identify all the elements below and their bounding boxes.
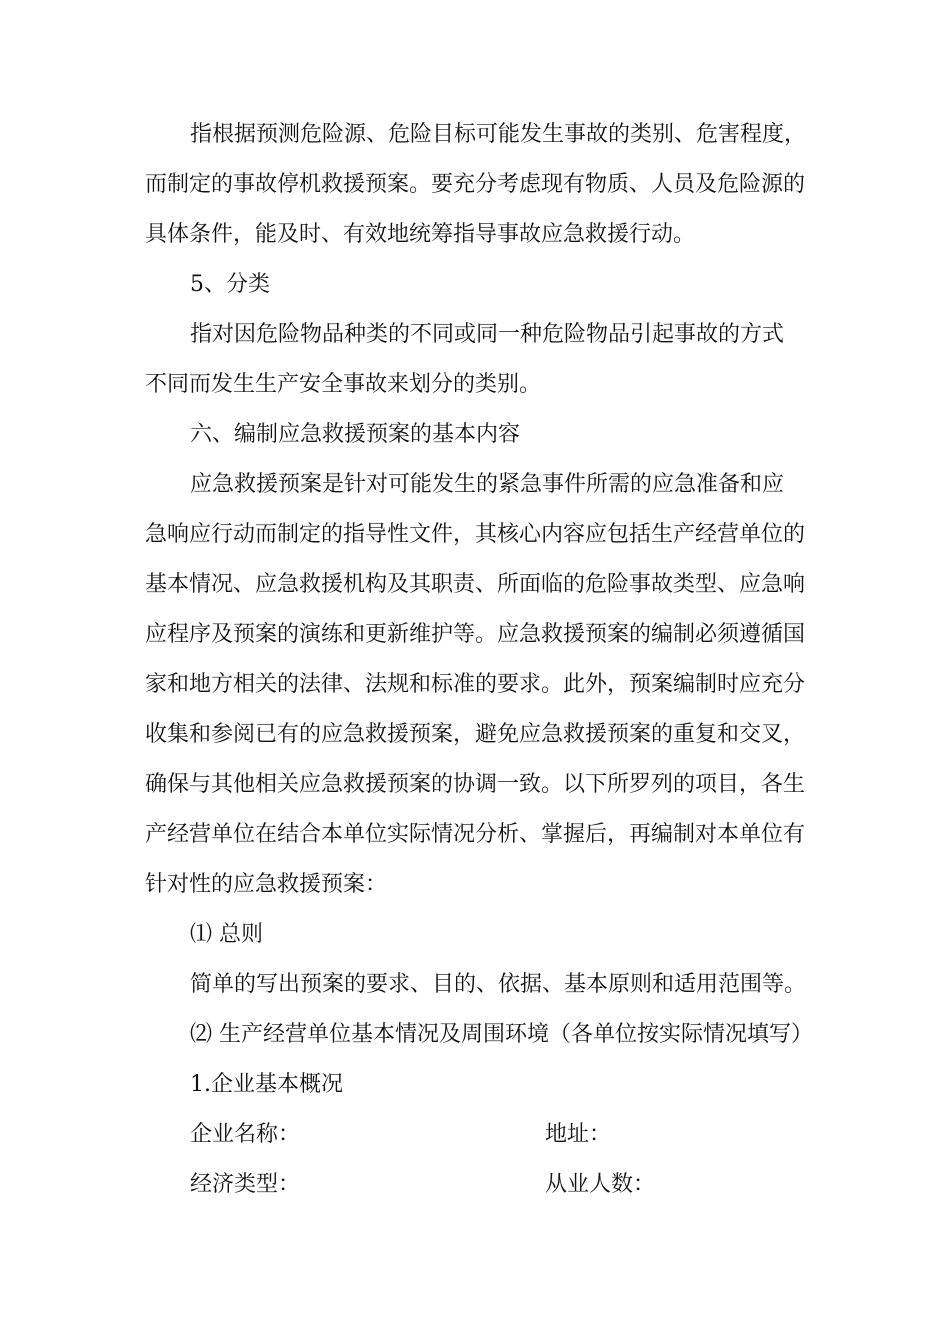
subsection-heading: 1.企业基本概况 xyxy=(190,1072,343,1097)
economic-type-label: 经济类型： xyxy=(190,1172,301,1197)
paragraph-line: 简单的写出预案的要求、目的、依据、基本原则和适用范围等。 xyxy=(190,972,807,997)
paragraph-line: 应程序及预案的演练和更新维护等。应急救援预案的编制必须遵循国 xyxy=(145,622,806,647)
paragraph-line: 具体条件，能及时、有效地统筹指导事故应急救援行动。 xyxy=(145,222,696,247)
section-heading: 5、分类 xyxy=(190,272,270,297)
paragraph-line: 针对性的应急救援预案： xyxy=(145,872,388,897)
address-label: 地址： xyxy=(545,1122,612,1147)
paragraph-line: 不同而发生生产安全事故来划分的类别。 xyxy=(145,372,542,397)
paragraph-line: 确保与其他相关应急救援预案的协调一致。以下所罗列的项目，各生 xyxy=(145,772,806,797)
subsection-heading: ⑴ 总则 xyxy=(190,922,263,947)
paragraph-line: 而制定的事故停机救援预案。要充分考虑现有物质、人员及危险源的 xyxy=(145,172,806,197)
paragraph-line: 急响应行动而制定的指导性文件，其核心内容应包括生产经营单位的 xyxy=(145,522,806,547)
paragraph-line: 家和地方相关的法律、法规和标准的要求。此外，预案编制时应充分 xyxy=(145,672,806,697)
paragraph-line: 收集和参阅已有的应急救援预案，避免应急救援预案的重复和交叉， xyxy=(145,722,806,747)
paragraph-line: 指对因危险物品种类的不同或同一种危险物品引起事故的方式 xyxy=(190,322,785,347)
employees-label: 从业人数： xyxy=(545,1172,656,1197)
subsection-heading: ⑵ 生产经营单位基本情况及周围环境（各单位按实际情况填写） xyxy=(190,1022,813,1047)
paragraph-line: 基本情况、应急救援机构及其职责、所面临的危险事故类型、应急响 xyxy=(145,572,806,597)
section-heading: 六、编制应急救援预案的基本内容 xyxy=(190,422,521,447)
paragraph-line: 指根据预测危险源、危险目标可能发生事故的类别、危害程度， xyxy=(190,122,807,147)
company-name-label: 企业名称： xyxy=(190,1122,301,1147)
paragraph-line: 应急救援预案是针对可能发生的紧急事件所需的应急准备和应 xyxy=(190,472,785,497)
paragraph-line: 产经营单位在结合本单位实际情况分析、掌握后，再编制对本单位有 xyxy=(145,822,806,847)
